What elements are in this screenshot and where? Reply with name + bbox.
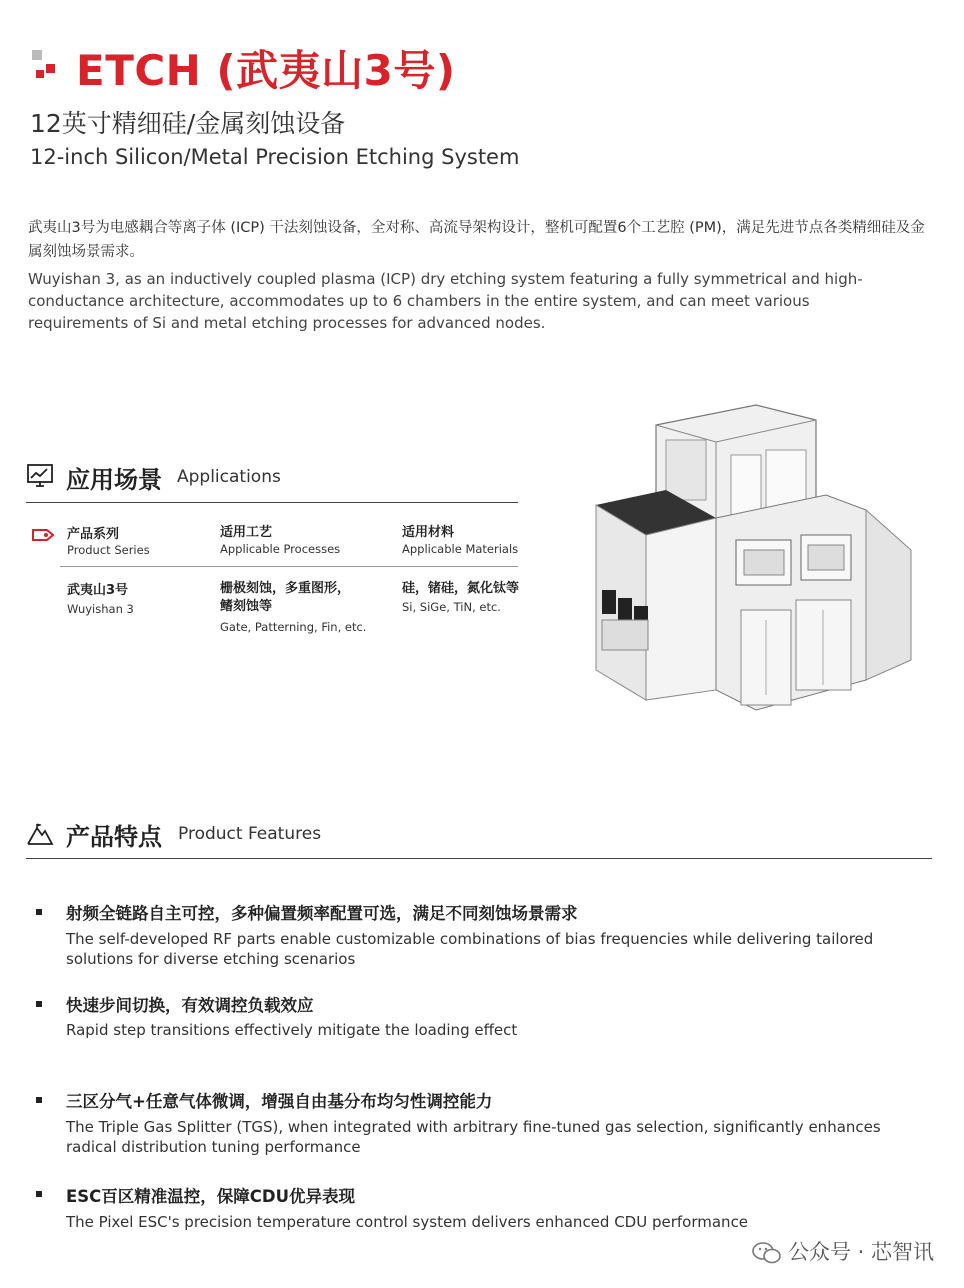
description-chinese: 武夷山3号为电感耦合等离子体 (ICP) 干法刻蚀设备，全对称、高流导架构设计，整机可配置6个工艺腔 (PM)，满足先进节点各类精细硅及金属刻蚀场景需求。	[28, 220, 925, 260]
logo-squares-icon	[28, 48, 68, 88]
material-value-cn: 硅，锗硅，氮化钛等	[402, 581, 520, 596]
process-value-en: Gate, Patterning, Fin, etc.	[220, 620, 367, 634]
series-value-en: Wuyishan 3	[67, 602, 134, 616]
etching-system-illustration	[566, 400, 926, 730]
feature-bullet	[36, 1097, 42, 1103]
applications-divider	[26, 502, 518, 503]
description-english: Wuyishan 3, as an inductively coupled plasma (ICP) dry etching system featuring a fully symmetrical and high-conductance architecture, accommodates up to 6 chambers in the entire system, and can meet various requirements of Si and metal etching processes for advanced nodes.	[28, 270, 863, 332]
col-header-series-cn: 产品系列	[67, 527, 120, 542]
page-title: ETCH (武夷山3号)	[76, 46, 456, 95]
table-divider	[60, 566, 518, 567]
series-value-cn: 武夷山3号	[67, 583, 129, 598]
col-header-material-cn: 适用材料	[402, 525, 455, 540]
col-header-process-en: Applicable Processes	[220, 542, 341, 556]
feature-bullet	[36, 909, 42, 915]
features-title-chinese: 产品特点	[66, 823, 162, 851]
process-value-cn: 栅极刻蚀，多重图形，鳍刻蚀等	[220, 581, 351, 614]
feature-1-cn: 射频全链路自主可控，多种偏置频率配置可选，满足不同刻蚀场景需求	[66, 904, 578, 923]
tag-arrow-icon	[32, 528, 54, 542]
watermark-text: 公众号 · 芯智讯	[787, 1240, 934, 1264]
feature-3-cn: 三区分气+任意气体微调，增强自由基分布均匀性调控能力	[66, 1092, 493, 1111]
wechat-icon	[752, 1241, 782, 1265]
mountain-peak-icon	[26, 820, 54, 848]
feature-2-en: Rapid step transitions effectively mitigate the loading effect	[66, 1021, 518, 1039]
col-header-series-en: Product Series	[67, 543, 150, 557]
applications-title-english: Applications	[177, 467, 281, 487]
watermark	[752, 1236, 934, 1266]
subtitle-chinese: 12英寸精细硅/金属刻蚀设备	[30, 109, 346, 138]
col-header-material-en: Applicable Materials	[402, 542, 519, 556]
feature-3-en: The Triple Gas Splitter (TGS), when integrated with arbitrary fine-tuned gas selection, significantly enhances radical distribution tuning performance	[66, 1118, 881, 1156]
subtitle-english: 12-inch Silicon/Metal Precision Etching System	[30, 145, 520, 169]
col-header-process-cn: 适用工艺	[220, 525, 273, 540]
feature-1-en: The self-developed RF parts enable customizable combinations of bias frequencies while delivering tailored solutions for diverse etching scenarios	[66, 930, 874, 968]
feature-2-cn: 快速步间切换，有效调控负载效应	[66, 996, 314, 1015]
chart-monitor-icon	[26, 462, 54, 490]
feature-4-en: The Pixel ESC's precision temperature control system delivers enhanced CDU performance	[66, 1213, 749, 1231]
material-value-en: Si, SiGe, TiN, etc.	[402, 600, 501, 614]
feature-bullet	[36, 1001, 42, 1007]
features-divider	[26, 858, 932, 859]
features-title-english: Product Features	[178, 824, 322, 844]
feature-bullet	[36, 1191, 42, 1197]
applications-title-chinese: 应用场景	[66, 466, 162, 494]
feature-4-cn: ESC百区精准温控，保障CDU优异表现	[66, 1187, 355, 1206]
